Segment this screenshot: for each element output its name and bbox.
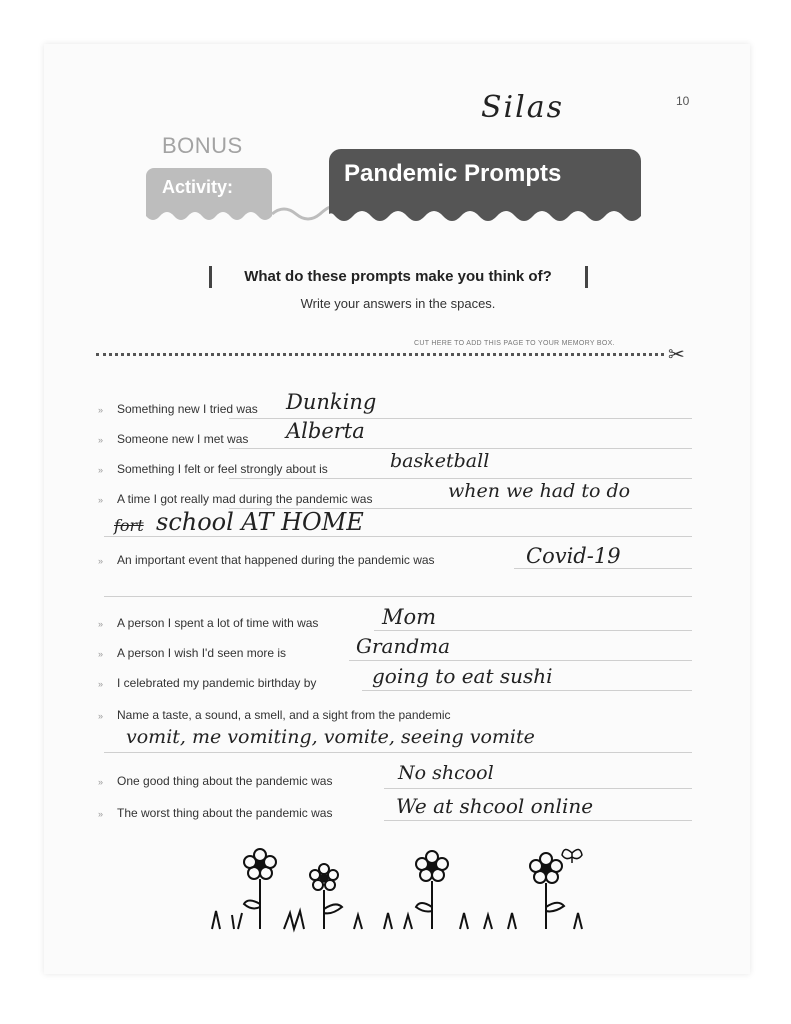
prompt-answer: Grandma <box>356 634 451 658</box>
title-wave <box>329 197 641 221</box>
activity-label: Activity: <box>162 177 234 197</box>
butterfly-icon <box>562 849 582 863</box>
prompt-answer: when we had to do <box>448 480 631 502</box>
worksheet-page <box>44 44 750 974</box>
question-bar-right <box>585 266 588 288</box>
prompt-answer: We at shcool online <box>396 794 594 818</box>
bonus-label: BONUS <box>162 133 243 158</box>
bullet-icon: » <box>98 649 104 659</box>
bullet-icon: » <box>98 556 104 566</box>
answer-line <box>104 596 692 597</box>
grass-icon <box>212 911 582 929</box>
prompt-answer: Alberta <box>286 419 365 443</box>
prompt-answer: Covid-19 <box>526 544 621 568</box>
prompt-answer-continued: school AT HOME <box>156 508 364 536</box>
title-banner <box>329 149 641 197</box>
prompt-label: One good thing about the pandemic was <box>117 774 333 788</box>
flower-icon <box>416 851 448 929</box>
bullet-icon: » <box>98 777 104 787</box>
student-name: Silas <box>481 90 565 125</box>
intro-question: What do these prompts make you think of? <box>244 268 552 285</box>
bullet-icon: » <box>98 465 104 475</box>
struck-answer-word: fort <box>114 516 144 535</box>
flower-icon <box>310 864 342 929</box>
flower-icon <box>530 853 564 929</box>
page-number: 10 <box>676 94 690 108</box>
answer-line <box>104 536 692 537</box>
answer-line <box>384 788 692 789</box>
answer-line <box>104 752 692 753</box>
answer-line <box>514 568 692 569</box>
prompt-answer: Mom <box>382 605 437 629</box>
bullet-icon: » <box>98 711 104 721</box>
bullet-icon: » <box>98 809 104 819</box>
bullet-icon: » <box>98 495 104 505</box>
scissors-icon: ✂ <box>668 344 685 366</box>
prompt-label: A time I got really mad during the pandemic was <box>117 492 373 506</box>
prompt-answer: No shcool <box>398 762 494 784</box>
answer-line <box>229 448 692 449</box>
answer-line <box>384 820 692 821</box>
answer-line <box>374 630 692 631</box>
answer-line <box>229 478 692 479</box>
answer-line <box>362 690 692 691</box>
bullet-icon: » <box>98 679 104 689</box>
intro-instruction: Write your answers in the spaces. <box>300 296 496 311</box>
prompt-label: Someone new I met was <box>117 432 249 446</box>
bullet-icon: » <box>98 405 104 415</box>
prompt-label: A person I spent a lot of time with was <box>117 616 319 630</box>
prompt-answer: going to eat sushi <box>372 664 553 688</box>
activity-wave <box>146 206 272 220</box>
prompt-answer: vomit, me vomiting, vomite, seeing vomite <box>126 726 535 748</box>
answer-line <box>349 660 692 661</box>
prompt-label: Something I felt or feel strongly about is <box>117 462 328 476</box>
prompt-label: I celebrated my pandemic birthday by <box>117 676 317 690</box>
prompt-answer: basketball <box>390 450 490 472</box>
flower-icon <box>244 849 276 929</box>
prompt-label: Name a taste, a sound, a smell, and a sight from the pandemic <box>117 708 451 722</box>
connector-wave <box>272 208 330 219</box>
wave-decoration <box>144 194 644 234</box>
prompt-label: A person I wish I'd seen more is <box>117 646 287 660</box>
bullet-icon: » <box>98 435 104 445</box>
cut-line-label: CUT HERE TO ADD THIS PAGE TO YOUR MEMORY BOX. <box>414 340 615 347</box>
prompt-label: The worst thing about the pandemic was <box>117 806 333 820</box>
prompt-answer: Dunking <box>286 390 377 414</box>
bullet-icon: » <box>98 619 104 629</box>
prompt-label: Something new I tried was <box>117 402 258 416</box>
flowers-illustration <box>204 849 604 939</box>
page-title: Pandemic Prompts <box>344 160 562 187</box>
prompt-label: An important event that happened during the pandemic was <box>117 553 435 567</box>
cut-dotted-line <box>96 353 664 356</box>
